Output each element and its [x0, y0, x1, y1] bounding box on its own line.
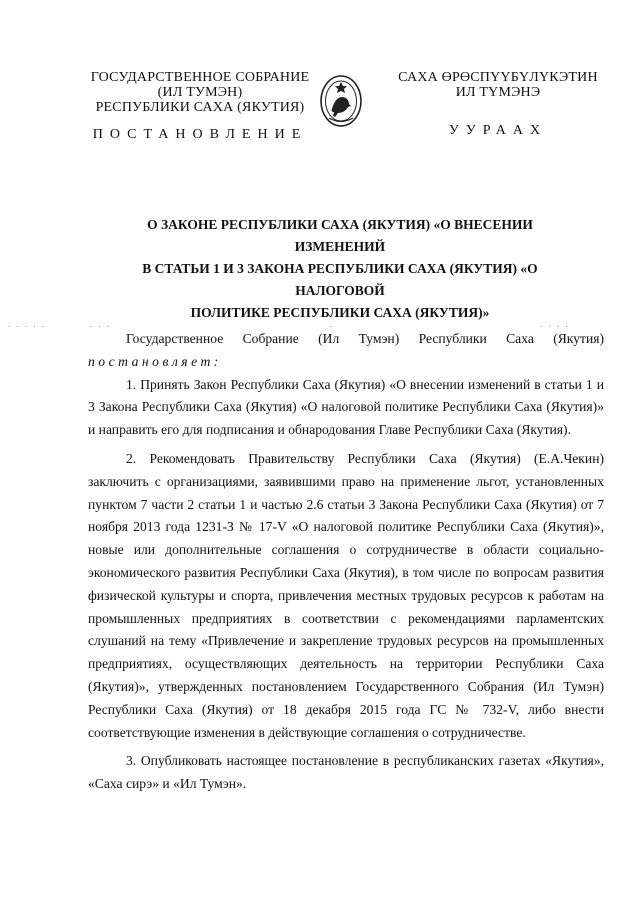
header-left-line3: РЕСПУБЛИКИ САХА (ЯКУТИЯ) [95, 100, 305, 115]
header-right-line2: ИЛ ТҮМЭНЭ [455, 85, 541, 100]
scan-artifact-right: . . . . [540, 319, 570, 329]
doc-kind-left: ПОСТАНОВЛЕНИЕ [92, 127, 308, 142]
header-left-line1: ГОСУДАРСТВЕННОЕ СОБРАНИЕ [90, 70, 310, 85]
scan-artifact-center: . [330, 319, 335, 329]
emblem-yakutia-icon [318, 73, 364, 129]
item-3: 3. Опубликовать настоящее постановление в республиканских газетах «Якутия», «Саха сирэ» и «Ил Тумэн». [88, 753, 604, 792]
scan-artifact-center-left: . . . [90, 319, 112, 329]
preamble: Государственное Собрание (Ил Тумэн) Республики Саха (Якутия) [126, 331, 604, 346]
document-body [88, 328, 604, 796]
scan-artifact-left: . . . . . [8, 319, 47, 329]
item-1: 1. Принять Закон Республики Саха (Якутия) «О внесении изменений в статьи 1 и 3 Закона Республики Саха (Якутия) «О налоговой политике Республики Саха (Якутия)» и направить его для подписания и обнародования Главе Республики Саха (Якутия). [88, 376, 604, 438]
header-right [382, 70, 614, 100]
title-line3: ПОЛИТИКЕ РЕСПУБЛИКИ САХА (ЯКУТИЯ)» [190, 305, 490, 320]
decree-line [88, 351, 604, 374]
header-left-line2: (ИЛ ТУМЭН) [157, 85, 243, 100]
doc-kind-right: УУРААХ [448, 123, 548, 138]
document-title [120, 214, 560, 324]
decree-word: постановляет: [88, 353, 222, 369]
item-2: 2. Рекомендовать Правительству Республики Саха (Якутия) (Е.А.Чекин) заключить с организациями, заявившими право на применение льгот, установленных пунктом 7 части 2 статьи 1 и частью 2.6 статьи 3 Закона Республики Саха (Якутия) от 7 ноября 2013 года 1231-З № 17-V «О налоговой политике Республики Саха (Якутия)», новые или дополнительные соглашения о сотрудничестве в области социально-экономического развития Республики Саха (Якутия), в том числе по вопросам развития физической культуры и спорта, привлечения местных трудовых ресурсов к работам на промышленных предприятиях в соответствии с рекомендациями парламентских слушаний на тему «Привлечение и закрепление трудовых ресурсов на промышленных предприятиях, осуществляющих деятельность на территории Республики Саха (Якутия)», утвержденных постановлением Государственного Собрания (Ил Тумэн) Республики Саха (Якутия) от 18 декабря 2015 года ГС № 732-V, либо внести соответствующие изменения в действующие соглашения о сотрудничестве. [88, 450, 604, 740]
title-line1: О ЗАКОНЕ РЕСПУБЛИКИ САХА (ЯКУТИЯ) «О ВНЕСЕНИИ ИЗМЕНЕНИЙ [147, 217, 533, 254]
header-left [84, 70, 316, 115]
header-right-line1: САХА ӨРӨСПҮҮБҮЛҮКЭТИН [398, 70, 598, 85]
title-line2: В СТАТЬИ 1 И 3 ЗАКОНА РЕСПУБЛИКИ САХА (ЯКУТИЯ) «О НАЛОГОВОЙ [142, 261, 538, 298]
